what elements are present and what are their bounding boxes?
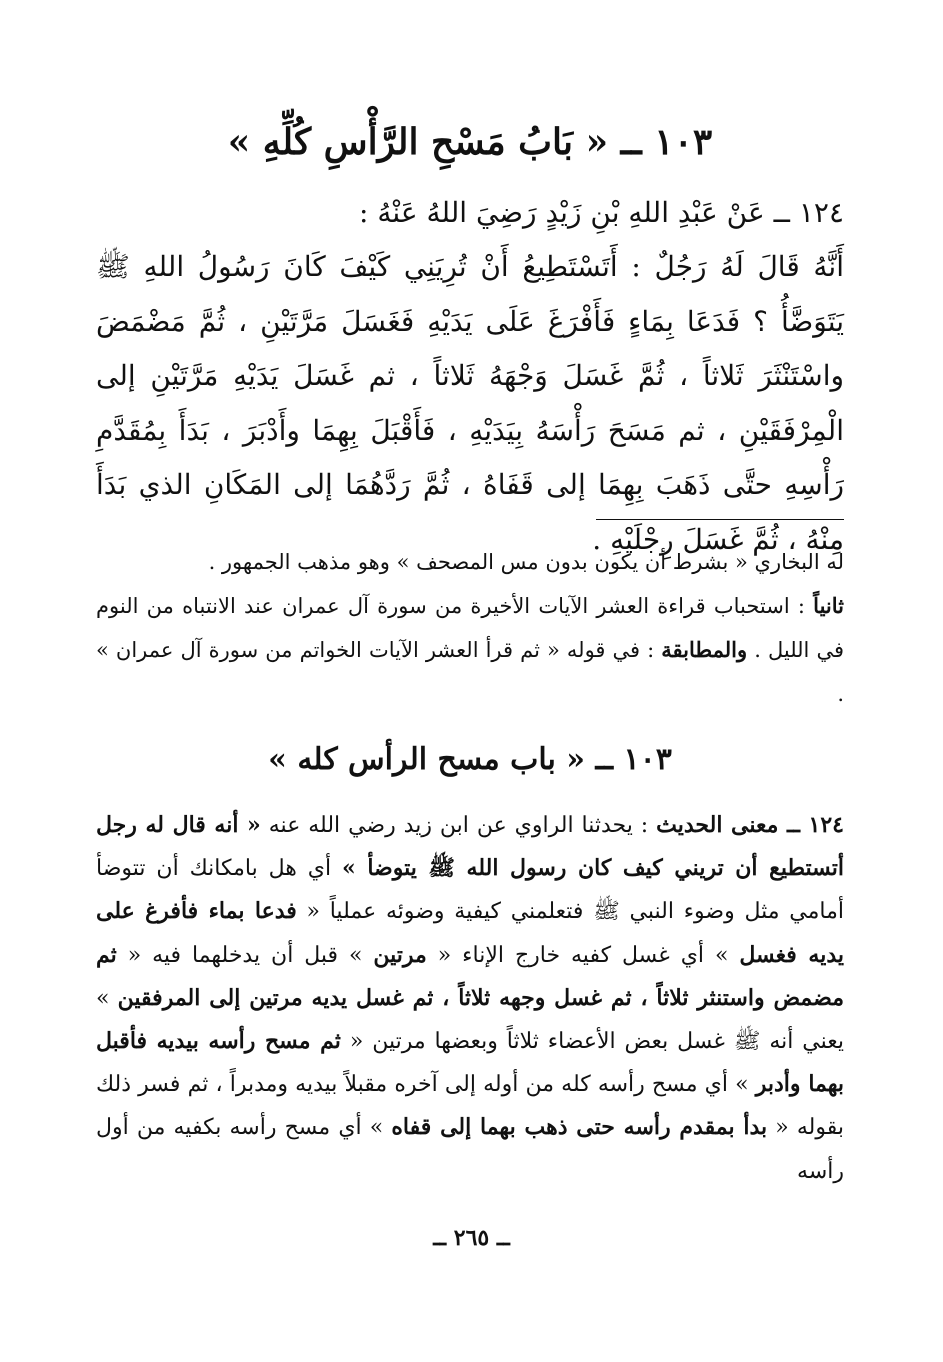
hadith-text: أَنَّهُ قَالَ لَهُ رَجُلٌ : أَتَسْتَطِيعُ أَنْ تُرِيَنِي كَيْفَ كَانَ رَسُولُ اللهِ ﷺ يَتَوَضَّأُ ؟ فَدَعَا بِمَاءٍ فَأَفْرَغَ عَلَى يَدَيْهِ فَغَسَلَ مَرَّتَيْنِ ، ثُمَّ مَضْمَضَ واسْتَنْثَرَ ثَلاثاً ، ثُمَّ غَسَلَ وَجْهَهُ ثَلاثاً ، ثم غَسَلَ يَدَيْهِ مَرَّتَيْنِ إلى الْمِرْفَقَيْنِ ، ثم مَسَحَ رَأْسَهُ بِيَدَيْهِ ، فَأَقْبَلَ بِهِمَا وأَدْبَرَ ، بَدَأَ بِمُقَدَّمِ رَأْسِهِ حتَّى ذَهَبَ بِهِمَا إلى قَفَاهُ ، ثُمَّ رَدَّهُمَا إلى المَكَانِ الذي بَدَأَ مِنْهُ ، ثُمَّ غَسَلَ رِجْلَيْهِ .: [96, 250, 844, 556]
commentary-quote: ثم مضمض واستنثر ثلاثاً ، ثم غسل وجهه ثلاثاً ، ثم غسل يديه مرتين إلى المرفقين: [96, 941, 844, 1011]
hadith-number-line: ١٢٤ ــ عَنْ عَبْدِ اللهِ بْنِ زَيْدٍ رَضِيَ اللهُ عَنْهُ :: [359, 196, 844, 229]
commentary-title: ١٢٤ ــ معنى الحديث: [656, 812, 844, 838]
commentary-text: » يعني أنه ﷺ غسل بعض الأعضاء ثلاثاً وبعضها مرتين «: [96, 985, 844, 1055]
commentary-text: » أي مسح رأسه كله من أوله إلى آخره مقبلاً بيديه ومدبراً ، ثم فسر ذلك بقوله «: [96, 1072, 844, 1141]
commentary-quote: مرتين: [373, 941, 427, 968]
footnote-divider: [596, 519, 844, 520]
footnote-label-mutabaqa: والمطابقة: [661, 637, 748, 662]
footnote-text: : في قوله « ثم قرأ العشر الآيات الخواتم من سورة آل عمران » .: [96, 638, 844, 706]
commentary-quote: بدأ بمقدم رأسه حتى ذهب بهما إلى قفاه: [391, 1114, 768, 1141]
footnote-label-thaniyan: ثانياً: [813, 593, 844, 618]
section-heading: ١٠٣ ــ « بَابُ مَسْحِ الرَّأْسِ كُلِّهِ »: [227, 121, 713, 163]
commentary-quote: فدعا بماء فأفرغ على يديه فغسل: [96, 898, 844, 968]
commentary-quote: « أنه قال له رجل أتستطيع أن تريني كيف كان رسول الله ﷺ يتوضأ »: [96, 812, 845, 882]
commentary-quote: ثم مسح رأسه بيديه فأقبل بهما وأدبر: [96, 1028, 845, 1098]
commentary-text: : يحدثنا الراوي عن ابن زيد رضي الله عنه: [260, 813, 657, 838]
page-number: ــ ٢٦٥ ــ: [433, 1225, 510, 1251]
footnote-block: [96, 540, 844, 716]
section-heading-commentary: ١٠٣ ــ « باب مسح الرأس كله »: [268, 742, 672, 777]
commentary-text: » قبل أن يدخلهما فيه «: [116, 942, 374, 968]
footnote-text: : استحباب قراءة العشر الآيات الأخيرة من سورة آل عمران عند الانتباه من النوم في الليل .: [96, 594, 844, 662]
commentary-text: » أي مسح رأسه بكفيه من أول رأسه: [96, 1115, 844, 1184]
commentary-text: » أي غسل كفيه خارج الإناء «: [426, 942, 740, 968]
footnote-paragraph: [96, 584, 844, 716]
commentary-paragraph: [96, 804, 844, 1193]
footnote-line: له البخاري « بشرط أن يكون بدون مس المصحف » وهو مذهب الجمهور .: [208, 550, 844, 574]
commentary-text: أي هل بامكانك أن تتوضأ أمامي مثل وضوء النبي ﷺ فتعلمني كيفية وضوئه عملياً «: [96, 856, 845, 925]
